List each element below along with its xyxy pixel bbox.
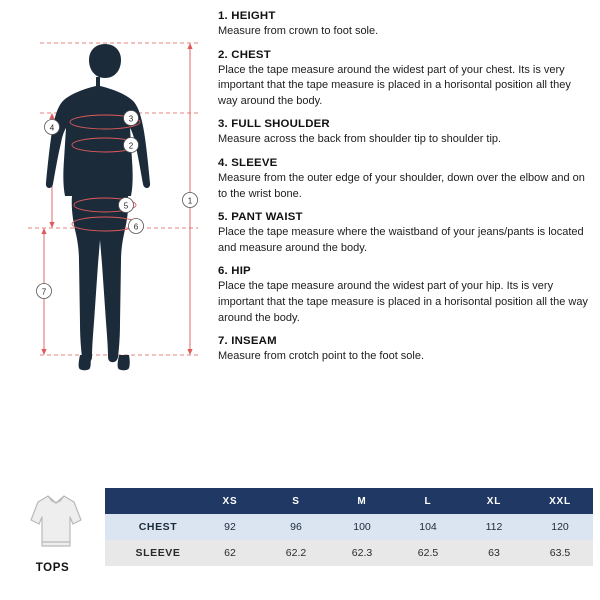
table-cell: 62.3 (329, 540, 395, 566)
body-diagram-svg (0, 0, 210, 470)
size-table-section (0, 478, 600, 600)
instruction-body: Measure from crown to foot sole. (218, 25, 379, 37)
svg-text:4: 4 (49, 123, 55, 133)
instruction-item (218, 211, 590, 256)
table-cell: 92 (197, 514, 263, 540)
column-header: XXL (527, 488, 593, 514)
svg-text:3: 3 (128, 114, 134, 124)
table-cell: 120 (527, 514, 593, 540)
table-cell: 62.5 (395, 540, 461, 566)
table-cell: 63 (461, 540, 527, 566)
table-cell: 62.2 (263, 540, 329, 566)
garment-label: TOPS (35, 562, 70, 574)
instruction-item (218, 10, 590, 40)
column-header: S (263, 488, 329, 514)
svg-text:5: 5 (123, 201, 129, 211)
table-cell: 100 (329, 514, 395, 540)
instruction-body: Measure from the outer edge of your shoulder, down over the elbow and on to the wrist bone. (218, 172, 585, 200)
instruction-title: 2. CHEST (218, 48, 271, 61)
instruction-body: Measure across the back from shoulder tip to shoulder tip. (218, 133, 502, 146)
column-header: XS (197, 488, 263, 514)
instruction-title: 1. HEIGHT (218, 10, 276, 22)
instruction-body: Place the tape measure around the widest part of your hip. Its is very important that the tape measure is placed in a horisontal position all the way around the body. (218, 280, 588, 324)
instruction-title: 7. INSEAM (218, 335, 277, 348)
size-table (105, 488, 593, 566)
sweatshirt-icon (28, 490, 84, 557)
instruction-item (218, 265, 590, 326)
instruction-title: 6. HIP (218, 265, 251, 278)
instruction-body: Measure from crotch point to the foot sole. (218, 350, 425, 363)
column-header: L (395, 488, 461, 514)
column-header: XL (461, 488, 527, 514)
table-row (105, 514, 593, 540)
instruction-title: 4. SLEEVE (218, 157, 278, 170)
svg-text:1: 1 (187, 196, 193, 206)
instruction-title: 5. PANT WAIST (218, 211, 303, 224)
table-cell: 96 (263, 514, 329, 540)
svg-text:2: 2 (128, 141, 134, 151)
instruction-title: 3. FULL SHOULDER (218, 118, 330, 131)
table-cell: 104 (395, 514, 461, 540)
body-diagram (0, 0, 210, 470)
table-corner-cell (105, 488, 197, 514)
table-row (105, 540, 593, 566)
table-cell: 112 (461, 514, 527, 540)
table-cell: 62 (197, 540, 263, 566)
svg-text:7: 7 (41, 287, 47, 297)
instruction-body: Place the tape measure where the waistband of your jeans/pants is located and measure around the body. (218, 226, 584, 254)
row-label: CHEST (105, 514, 197, 540)
table-cell: 63.5 (527, 540, 593, 566)
svg-text:6: 6 (133, 222, 139, 232)
column-header: M (329, 488, 395, 514)
instruction-body: Place the tape measure around the widest part of your chest. Its is very important that the tape measure is placed in a horisontal position all they way around the body. (218, 63, 571, 107)
table-header-row (105, 488, 593, 514)
instruction-item (218, 49, 590, 110)
row-label: SLEEVE (105, 540, 197, 566)
instruction-item (218, 118, 590, 148)
instruction-item (218, 335, 590, 365)
instruction-item (218, 157, 590, 202)
instruction-list (218, 10, 590, 374)
garment-category (0, 478, 105, 596)
